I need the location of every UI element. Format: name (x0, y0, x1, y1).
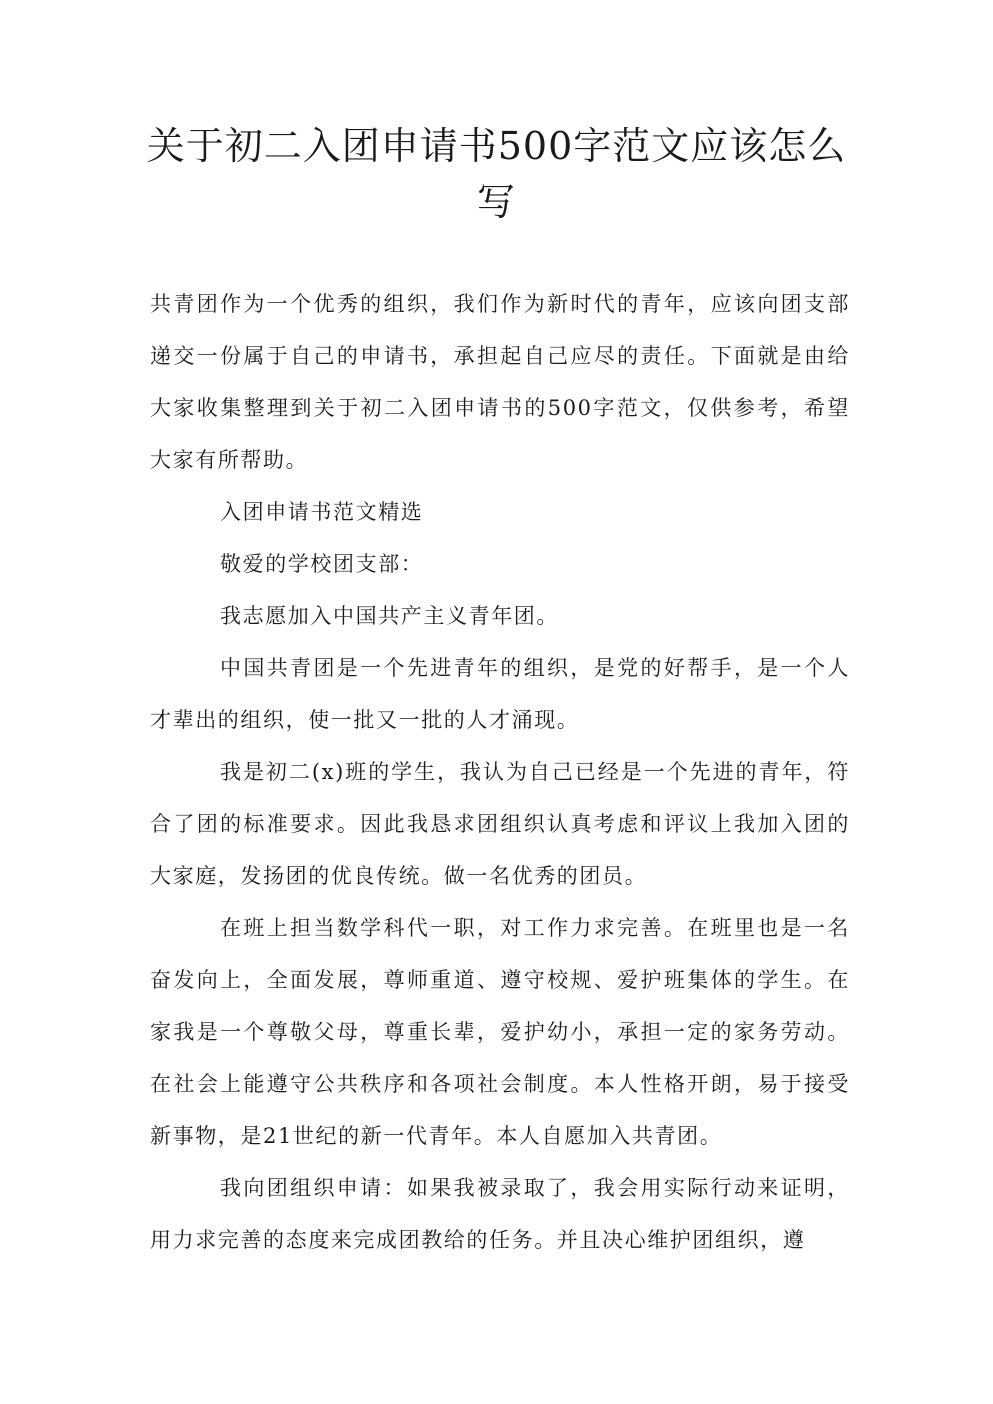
salutation: 敬爱的学校团支部： (220, 552, 424, 576)
body-paragraph: 在班上担当数学科代一职，对工作力求完善。在班里也是一名奋发向上，全面发展，尊师重道、遵守校规、爱护班集体的学生。在家我是一个尊敬父母，尊重长辈，爱护幼小，承担一定的家务劳动。在社会上能遵守公共秩序和各项社会制度。本人性格开朗，易于接受新事物，是21世纪的新一代青年。本人自愿加入共青团。 (150, 916, 850, 1148)
body-paragraph: 我是初二(x)班的学生，我认为自己已经是一个先进的青年，符合了团的标准要求。因此我恳求团组织认真考虑和评议上我加入团的大家庭，发扬团的优良传统。做一名优秀的团员。 (150, 760, 850, 888)
body-paragraph: 我向团组织申请：如果我被录取了，我会用实际行动来证明，用力求完善的态度来完成团教给的任务。并且决心维护团组织，遵 (150, 1176, 850, 1252)
section-heading: 入团申请书范文精选 (220, 500, 424, 524)
body-paragraph: 我志愿加入中国共产主义青年团。 (220, 604, 559, 628)
document-title: 关于初二入团申请书500字范文应该怎么写 (146, 124, 847, 224)
intro-paragraph: 共青团作为一个优秀的组织，我们作为新时代的青年，应该向团支部递交一份属于自己的申请书，承担起自己应尽的责任。下面就是由给大家收集整理到关于初二入团申请书的500字范文，仅供参考，希望大家有所帮助。 (150, 292, 850, 472)
body-paragraph: 中国共青团是一个先进青年的组织，是党的好帮手，是一个人才辈出的组织，使一批又一批的人才涌现。 (150, 656, 850, 732)
document-body (150, 278, 850, 1266)
